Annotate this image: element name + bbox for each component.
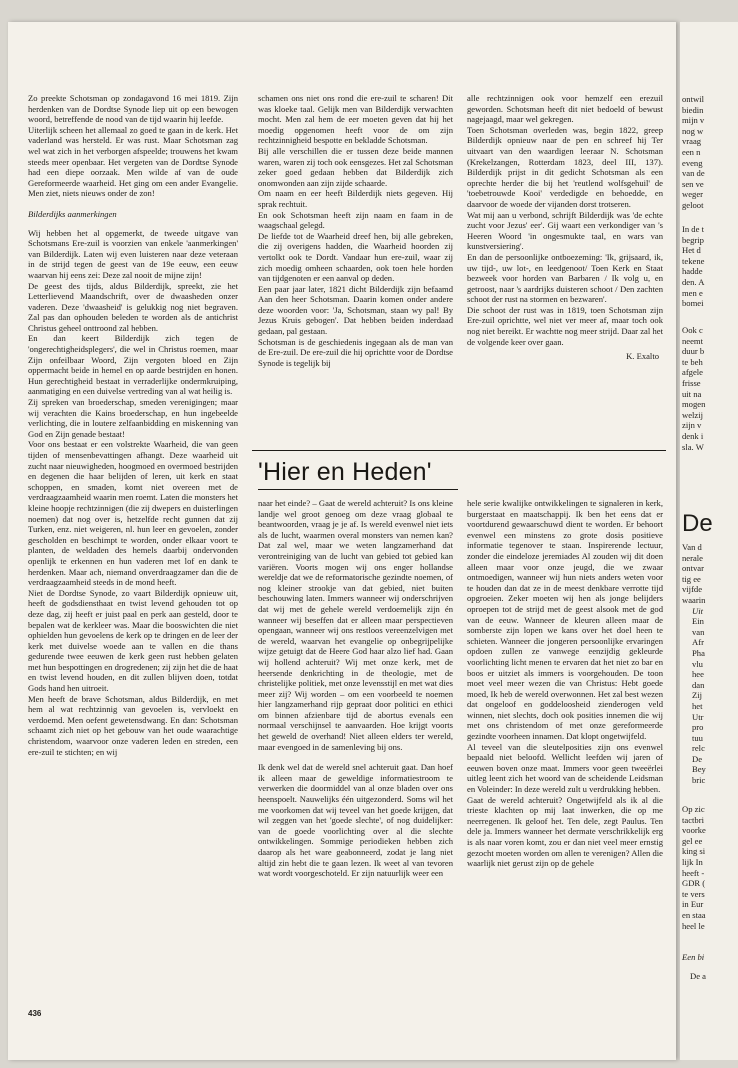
col3-paragraph: En dan de persoonlijke ontboezeming: 'Ik, grijsaard, ik, uw tijd-, uw lot-, en leedgenoot/ Toen Kerk en Staat bezweek voor horden van Barbaren / Ik volg u, en getroost, naar 's aardrijks duisteren schoot / Den zachten schoot der rust na stormen en bezwaren'. [467,251,663,305]
col1-paragraph: De geest des tijds, aldus Bilderdijk, spreekt, zie het Letterlievend Maandschrift, over de dwaasheden onzer vaderen. Deze 'dwaasheid' is gelukkig nog niet begraven. Zal pas dan ophouden beleden te worden als de antichrist Christus geheel onttroond zal hebben. [28,280,238,333]
col2-paragraph: schamen ons niet ons rond die ere-zuil te scharen! Dit was kloeke taal. Gelijk men van Bilderdijk verwachten mocht. Men zal hem de eer moeten geven dat hij het moedig opgenomen heeft voor de om zijn rechtzinnigheid bespotte en bekladde Schotsman. [258,93,453,146]
right-page-text-f: Een bi De a [682,952,706,981]
right-page-text-c: Ook c neemt duur b te beh afgele frisse uit na mogen welzij zijn v denk i sla. W [682,325,706,452]
column-2-bottom [258,498,453,1038]
hier-paragraph: hele serie kwalijke ontwikkelingen te signaleren in kerk, burgerstaat en maatschappij. Ik ben het eens dat er voortdurend gewaarschuwd dient te worden. Er behoort evenwel een minstens zo grote dosis positieve informatie tegenover te staan. Inspirerende lectuur, zonder die eindeloze jeremiades Al zouden wij dit doen alleen maar voor onze jeugd, die we zwaar ontmoedigen, wanneer wij hun niets anders weten voor te houden dan dat ze in de meest denkbare verrotte tijd opgroeien. Zeker moeten wij hen als jonge belijders oproepen tot de strijd met de geest alsook met de god van de eeuw. Wanneer de kleuren alleen maar de somberste zijn lopen we kans over het doel heen te schieten. Wanneer die jongeren persoonlijke ervaringen opdoen zullen ze vanwege eenzijdig gekleurde voorlichting licht menen te ervaren dat het niet zo bar en boos er uitziet als immers is voorgehouden. De toon moet veel meer wezen die van Christus: Hebt goede moed, Ik heb de wereld overwonnen. Het zal best wezen dat ongeloof en goddeloosheid zienderogen veld winnen, niet slechts, doch ook posities innemen die wij met ons christendom of met onze gereformeerde gezindte voorheen innamen. Dat klopt ongetwijfeld. [467,498,663,742]
section-heading: 'Hier en Heden' [258,458,432,486]
column-3-top [467,93,663,445]
col1-paragraph: Niet de Dordtse Synode, zo vaart Bilderdijk opnieuw uit, heeft de godsdiensthaat en twist levend gehouden tot op deze dag, zij heeft er juist paal en perk aan gesteld, door te bepalen wat de kerkleer was. Maar die booswichten die niet ophielden hun gevoelens de kerk op te dringen en de leer der kerk met duivelse woede aan te vallen en die thans gedurende twee eeuwen de kerk geen rust hebben gelaten met hun bespottingen en drogredenen; zij zijn het die de haat en twist levend houden, en dit zullen blijven doen, totdat Gods hand hen uitroeit. [28,587,238,694]
col2-paragraph: Bij alle verschillen die er tussen deze beide mannen waren, waren zij toch ook eensgezes. Het zal Schotsman zeker goed gedaan hebben dat Bilderdijk zich onomwonden aan zijn zijde schaarde. [258,145,453,188]
col1-paragraph: Zo preekte Schotsman op zondagavond 16 mei 1819. Zijn herdenken van de Dordtse Synode liep uit op een bewogen woord, betreffende de nood van de tijd waarin hij leefde. [28,93,238,125]
right-page-text-d: Van d nerale ontvar tig ee vijfde waarin Uit Ein van Afr Pha vlu hee dan Zij het Utr pro tuu relc De Bey bric [682,542,706,786]
col3-paragraph: Die schoot der rust was in 1819, toen Schotsman zijn Ere-zuil oprichtte, wel niet ver meer af, maar toch ook nog niet bereikt. Er wachtte nog meer strijd. Daar zal het de volgende keer over gaan. [467,304,663,347]
col3-paragraph: alle rechtzinnigen ook voor hemzelf een erezuil geworden. Schotsman heeft dit niet bedoeld of bewust nagejaagd, maar wel gekregen. [467,93,663,125]
col1-paragraph: En dan keert Bilderdijk zich tegen de 'ongerechtigheidsplegers', die wel in Christus roemen, maar Zijn onfeilbaar Woord, Zijn vergoten bloed en Zijn oppermacht beide in hemel en op aarde bestrijden en honen. Hun gerechtigheid bestaat in verraderlijke ondermkruiping, aanmatiging en een duivelse vertreding van al wat heilig is. [28,333,238,397]
col2-paragraph: Om naam en eer heeft Bilderdijk niets gegeven. Hij sprak rechtuit. [258,188,453,209]
col1-paragraph: Men heeft de brave Schotsman, aldus Bilderdijk, en met hem al wat rechtzinnig van gevoelen is, vervloekt en verdoemd. Men oefent gewetensdwang. En dan: Schotsman schaamt zich niet op het gebouw van het oude waarachtige christendom, waarvoor onze vaderen leden en streden, een ere-zuil te stichten; en wij [28,693,238,757]
col1-paragraph: Zij spreken van broederschap, smeden verenigingen; maar wij verachten die Kains broederschap, en hun ingebeelde verlichting, die in loutere zelfaanbidding en miskenning van God en Zijn genade bestaat! [28,397,238,439]
col2-paragraph: En ook Schotsman heeft zijn naam en faam in de waagschaal gelegd. [258,209,453,231]
hier-paragraph: Gaat de wereld achteruit? Ongetwijfeld als ik al die trieste klachten op mij laat inwerken, die op me neerregenen. Ik geloof het. Ten dele, zegt Paulus. Ten dele ja. Immers wanneer het dermate verschrikkelijk erg is als naar voren komt, zou er dan niet veel meer ernstig gezocht moeten worden om allen te verenigen? Allen die waarlijk niet gerust zijn op de gehele [467,794,663,869]
col3-paragraph: Toen Schotsman overleden was, begin 1822, greep Bilderdijk opnieuw naar de pen en schreef hij Ter uitvaart van den waardigen leeraar N. Schotsman (Krekelzangen, Rotterdam 1823, deel III, 137). Bilderdijk prijst in dit gedicht Schotsman als een oprechte herder die bij het 'reutlend wolfsgehuil' de 'toebetrouwde Kooi' verdedigde en behoedde, en daarvoor de woede der vijanden dorst trotseren. [467,124,663,209]
magazine-page-right [680,22,738,1060]
col3-paragraph: Wat mij aan u verbond, schrijft Bilderdijk was 'de echte zucht voor Jezus' eer'. Gij waart een verkondiger van 's Heeren Woord 'in ongesmukte taal, en wars van kunstversiering'. [467,209,663,252]
col2-paragraph: De liefde tot de Waarheid dreef hen, bij alle gebreken, die zij overigens hadden, die Waarheid hoorden zij vertolkt ook te Dordt. Vandaar hun ere-zuil, waar zij zich moedig omheen schaarden, ook toen hele horden van tijdgenoten er een aanval op deden. [258,230,453,284]
col1-paragraph: Uiterlijk scheen het allemaal zo goed te gaan in de kerk. Het vaderland was hersteld. Er was rust. Maar Schotsman zag wel wat zich in het verborgen afspeelde; trouwens het kwam steeds meer openbaar. Het vergeten van de Dordtse Synode had een diepe oorzaak. Men wilde af van de oude Gereformeerde waarheid. Het ging om een ander Evangelie. Men ziet, niets nieuws onder de zon! [28,124,238,199]
heading-underline [258,489,458,490]
hier-paragraph: Al teveel van die sleutelposities zijn ons evenwel bepaald niet beloofd. Wellicht leefden wij jaren of eeuwen boven onze maat. Immers voor geen tweeërlei uitleg leent zich het woord van de scheidende Leidsman en Voleinder: In deze wereld zult u verdrukking hebben. [467,741,663,795]
col2-paragraph: Schotsman is de geschiedenis ingegaan als de man van de Ere-zuil. De ere-zuil die hij oprichtte voor de Dordtse Synode is tegelijk bij [258,336,453,368]
right-page-text-a: ontwil biedin mijn v nog w vraag een n eveng van de sen ve weger geloot [682,94,705,210]
right-page-text-b: In de t begrip Het d tekene hadde den. A men e bomei [682,224,705,309]
right-page-text-e: Op zic tactbri voorke gel ee king si lijk In heeft - GDR ( te vers in Eur en staa heel le [682,804,706,931]
col1-paragraph: Voor ons bestaat er een volstrekte Waarheid, die van geen tijden of mensenbevattingen afhangt. Deze waarheid uit zucht naar nieuwigheden, hoogmoed en overmoed bestrijden en degenen die haar belijden of leren, uit kerk en staat schoppen, en smaden, komt niet overeen met de verdraagzaamheid waarin men roemt. Laten die monsters het kleine hoopje rechtzinnigen (die zij dwepers en duisterlingen noemen) dat nog over is, hetzelfde recht gunnen dat zij Turken, enz. niet weigeren, nl. hun leer en gevoelen, zonder gescholden en beschimpt te worden, onder elkaar voort te planten, de weldaden des hemels daarbij ondervonden openlijk te erkennen en hun vaderen met lof en dank te herdenken. Maar ach, niemand onverdraagzamer dan die de verdraagzaamheid steeds in de mond heeft. [28,439,238,588]
subheading-bilderdijk: Bilderdijks aanmerkingen [28,208,117,219]
col2-paragraph: Een paar jaar later, 1821 dicht Bilderdijk zijn befaamd Aan den heer Schotsman. Daarin komen onder andere deze woorden voor: 'Ja, Schotsman, staan wy pal! By Jezus Kruis gebogen'. Dat hebben beiden inderdaad gedaan, pal gestaan. [258,283,453,337]
col1-paragraph: Wij hebben het al opgemerkt, de tweede uitgave van Schotsmans Ere-zuil is voorzien van enkele 'aanmerkingen' van Bilderdijk. Laten wij even luisteren naar deze veteraan in de strijd tegen de geest van de 19e eeuw, een eeuw waarvan hij eens zei: Deze zal nooit de mijne zijn! [28,227,238,280]
right-page-heading: De [682,510,713,537]
column-3-bottom [467,498,663,1038]
column-1 [28,93,238,1008]
hier-paragraph: naar het einde? – Gaat de wereld achteruit? Is ons kleine landje wel groot genoeg om deze vraag globaal te beantwoorden, vraag je je af. Is wereld evenwel niet iets als de lucht, waarmen overal monsters van nemen kan? Dat zal wel, maar we weten langzamerhand dat verontreiniging van de lucht van gebied tot gebied kan variëren. Voorts mogen wij ons enger hollandse wereldje dat we de reformatorische gezindte noemen, of nog kleiner strookje van dat gebied, niet buiten beschouwing laten. Immers wanneer wij onderschrijven dat wij met de gehele wereld verdoemelijk zijn én wanneer wij beseffen dat er alleen maar perspectieven opengaan, wanneer wij ons restloos vereenzelvigen met de wereld, waarvan het evangelie op onbegrijpelijke wijze getuigt dat de Heere God haar alzo lief had. Gaan wij hollend achteruit? Wij met onze kerk, met de heersende denkrichting in de theologie, met de christelijke politiek, met onze levensstijl en met wat dies meer zij? Wij worden – om een voorbeeld te noemen hier langzamerhand rijp gepraat door politici en ethici om binnen afzienbare tijd de abortus evenals een normaal verschijnsel te aanvaarden. Hoe krijgt voorts het geweld de overhand! Niet alleen elders ter wereld, maar evengoed in de samenleving bij ons. [258,498,453,752]
hier-paragraph: Ik denk wel dat de wereld snel achteruit gaat. Dan hoef ik alleen maar de geweldige informatiestroom te verwerken die doormiddel van al onze bladen over ons heenspoelt. Nauwelijks één uitgezonderd. Soms wil het me voorkomen dat wij teveel van het goede krijgen, dat wil zeggen van het 'goede slechte', of nog duidelijker: van de goede voorlichting over al die slechte ontwikkelingen. Sommige periodieken hebben zich daarop als het ware geabonneerd, zodat je lang niet altijd zin hebt die te gaan lezen. Ik weet al van tevoren wat wordt voorgeschoteld. Er zijn natuurlijk weer een [258,762,453,879]
column-2-top [258,93,453,445]
section-divider [252,450,666,451]
page-number: 436 [28,1009,42,1018]
author-signature: K. Exalto [626,351,659,362]
